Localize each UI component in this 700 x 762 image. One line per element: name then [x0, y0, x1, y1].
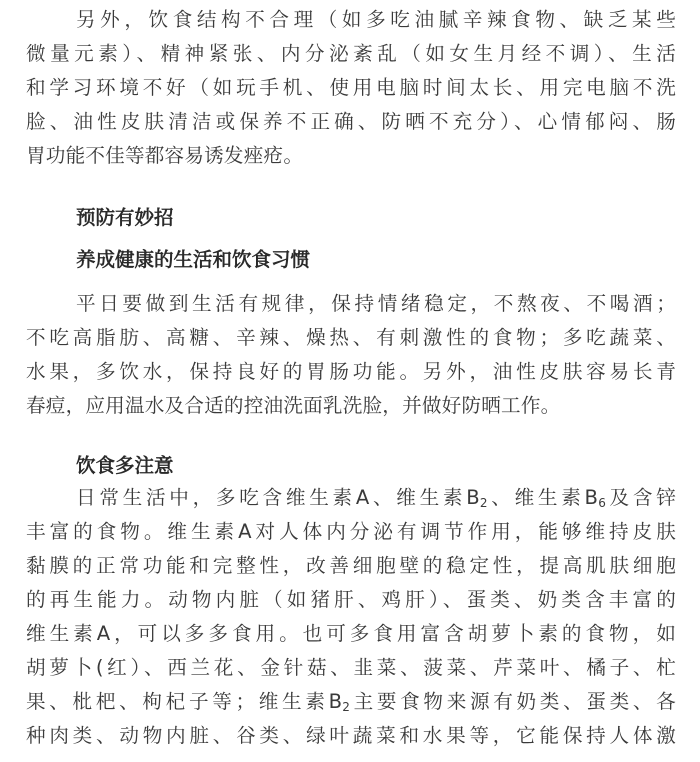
sub2-line-8: 种肉类、动物内脏、谷类、绿叶蔬菜和水果等，它能保持人体激	[26, 724, 676, 747]
sub2-line-3: 黏膜的正常功能和完整性，改善细胞壁的稳定性，提高肌肤细胞	[26, 554, 676, 577]
subsection1-title: 养成健康的生活和饮食习惯	[76, 248, 311, 271]
sub1-line-2: 不吃高脂肪、高糖、辛辣、燥热、有刺激性的食物；多吃蔬菜、	[26, 326, 676, 349]
sub2-line-1	[76, 484, 676, 512]
sub2-line-7	[26, 688, 676, 716]
para1-line-5: 胃功能不佳等都容易诱发痤疮。	[26, 144, 304, 167]
para1-line-1: 另外，饮食结构不合理（如多吃油腻辛辣食物、缺乏某些	[76, 8, 676, 31]
sub1-line-1: 平日要做到生活有规律，保持情绪稳定，不熬夜、不喝酒；	[76, 292, 676, 315]
sub2-line-1-b: 、维生素B	[487, 486, 599, 509]
subscript-6: 6	[598, 496, 607, 510]
sub2-line-2: 丰富的食物。维生素A对人体内分泌有调节作用，能够维持皮肤	[26, 520, 676, 543]
para1-line-4: 脸、油性皮肤清洁或保养不正确、防晒不充分）、心情郁闷、肠	[26, 110, 676, 133]
sub2-line-1-c: 及含锌	[606, 486, 676, 509]
subscript-2b: 2	[342, 700, 351, 714]
sub1-line-4: 春痘，应用温水及合适的控油洗面乳洗脸，并做好防晒工作。	[26, 394, 561, 417]
sub2-line-7-b: 主要食物来源有奶类、蛋类、各	[350, 690, 676, 713]
sub1-line-3: 水果，多饮水，保持良好的胃肠功能。另外，油性皮肤容易长青	[26, 360, 676, 383]
sub2-line-7-a: 果、枇杷、枸杞子等；维生素B	[26, 690, 343, 713]
para1-line-3: 和学习环境不好（如玩手机、使用电脑时间太长、用完电脑不洗	[26, 76, 676, 99]
sub2-line-4: 的再生能力。动物内脏（如猪肝、鸡肝）、蛋类、奶类含丰富的	[26, 588, 676, 611]
section-title: 预防有妙招	[76, 206, 174, 229]
sub2-line-1-a: 日常生活中，多吃含维生素A、维生素B	[76, 486, 480, 509]
sub2-line-5: 维生素A，可以多多食用。也可多食用富含胡萝卜素的食物，如	[26, 622, 676, 645]
subsection2-title: 饮食多注意	[76, 454, 174, 477]
sub2-line-6: 胡萝卜(红）、西兰花、金针菇、韭菜、菠菜、芹菜叶、橘子、杧	[26, 656, 676, 679]
para1-line-2: 微量元素）、精神紧张、内分泌紊乱（如女生月经不调）、生活	[26, 42, 676, 65]
subscript-2: 2	[479, 496, 488, 510]
